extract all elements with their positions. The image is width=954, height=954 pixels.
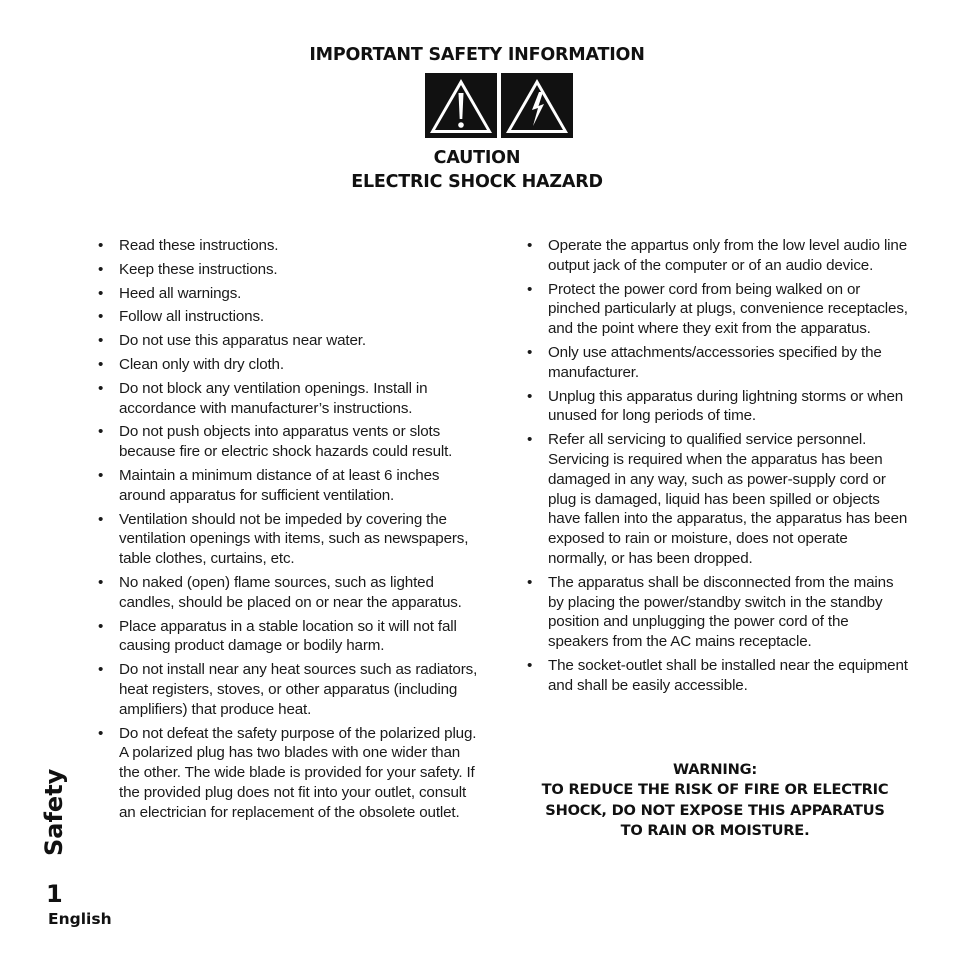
exclamation-warning-icon xyxy=(425,73,497,138)
hazard-heading: ELECTRIC SHOCK HAZARD xyxy=(351,172,603,192)
page-title: IMPORTANT SAFETY INFORMATION xyxy=(309,45,645,65)
language-label: English xyxy=(48,910,112,928)
list-item: • Unplug this apparatus during lightning storms or when unused for long periods of time. xyxy=(526,387,908,427)
list-item: • Only use attachments/accessories specified by the manufacturer. xyxy=(526,343,908,383)
list-item: • Place apparatus in a stable location so it will not fall causing product damage or bodily harm. xyxy=(97,617,482,657)
list-item: • No naked (open) flame sources, such as lighted candles, should be placed on or near the apparatus. xyxy=(97,573,482,613)
warning-line: TO REDUCE THE RISK OF FIRE OR ELECTRIC xyxy=(541,781,889,799)
list-item: • Do not block any ventilation openings. Install in accordance with manufacturer’s instructions. xyxy=(97,379,482,419)
list-item: • Operate the appartus only from the low level audio line output jack of the computer or of an audio device. xyxy=(526,236,908,276)
list-item: • Refer all servicing to qualified service personnel. Servicing is required when the apparatus has been damaged in any way, such as power-supply cord or plug is damaged, liquid has been spilled or objects have fallen into the apparatus, the apparatus has been exposed to rain or moisture, does not operate normally, or has been dropped. xyxy=(526,430,908,569)
list-item: • Ventilation should not be impeded by covering the ventilation openings with items, such as newspapers, table clothes, curtains, etc. xyxy=(97,510,482,569)
warning-line: SHOCK, DO NOT EXPOSE THIS APPARATUS xyxy=(545,801,885,819)
page-number: 1 xyxy=(46,880,63,908)
list-item: • The apparatus shall be disconnected from the mains by placing the power/standby switch in the standby position and unplugging the power cord of the speakers from the AC mains receptacle. xyxy=(526,573,908,652)
list-item: • Read these instructions. xyxy=(97,236,482,256)
safety-list-left xyxy=(97,236,482,827)
list-item: • Follow all instructions. xyxy=(97,307,482,327)
hazard-symbols xyxy=(425,73,573,138)
list-item: • Heed all warnings. xyxy=(97,284,482,304)
list-item: • Keep these instructions. xyxy=(97,260,482,280)
list-item: • The socket-outlet shall be installed near the equipment and shall be easily accessible. xyxy=(526,656,908,696)
list-item: • Protect the power cord from being walked on or pinched particularly at plugs, convenience receptacles, and the point where they exit from the apparatus. xyxy=(526,280,908,339)
list-item: • Clean only with dry cloth. xyxy=(97,355,482,375)
list-item: • Do not defeat the safety purpose of the polarized plug. A polarized plug has two blades with one wider than the other. The wide blade is provided for your safety. If the provided plug does not fit into your outlet, consult an electrician for replacement of the obsolete outlet. xyxy=(97,724,482,823)
list-item: • Maintain a minimum distance of at least 6 inches around apparatus for sufficient ventilation. xyxy=(97,466,482,506)
list-item: • Do not use this apparatus near water. xyxy=(97,331,482,351)
list-item: • Do not push objects into apparatus vents or slots because fire or electric shock hazards could result. xyxy=(97,422,482,462)
warning-line: TO RAIN OR MOISTURE. xyxy=(620,821,810,839)
warning-block xyxy=(515,760,915,841)
warning-title: WARNING: xyxy=(672,761,758,778)
safety-list-right xyxy=(526,236,908,700)
section-label: Safety xyxy=(40,768,68,856)
caution-heading: CAUTION xyxy=(433,148,521,168)
lightning-warning-icon xyxy=(501,73,573,138)
list-item: • Do not install near any heat sources such as radiators, heat registers, stoves, or other apparatus (including amplifiers) that produce heat. xyxy=(97,660,482,719)
